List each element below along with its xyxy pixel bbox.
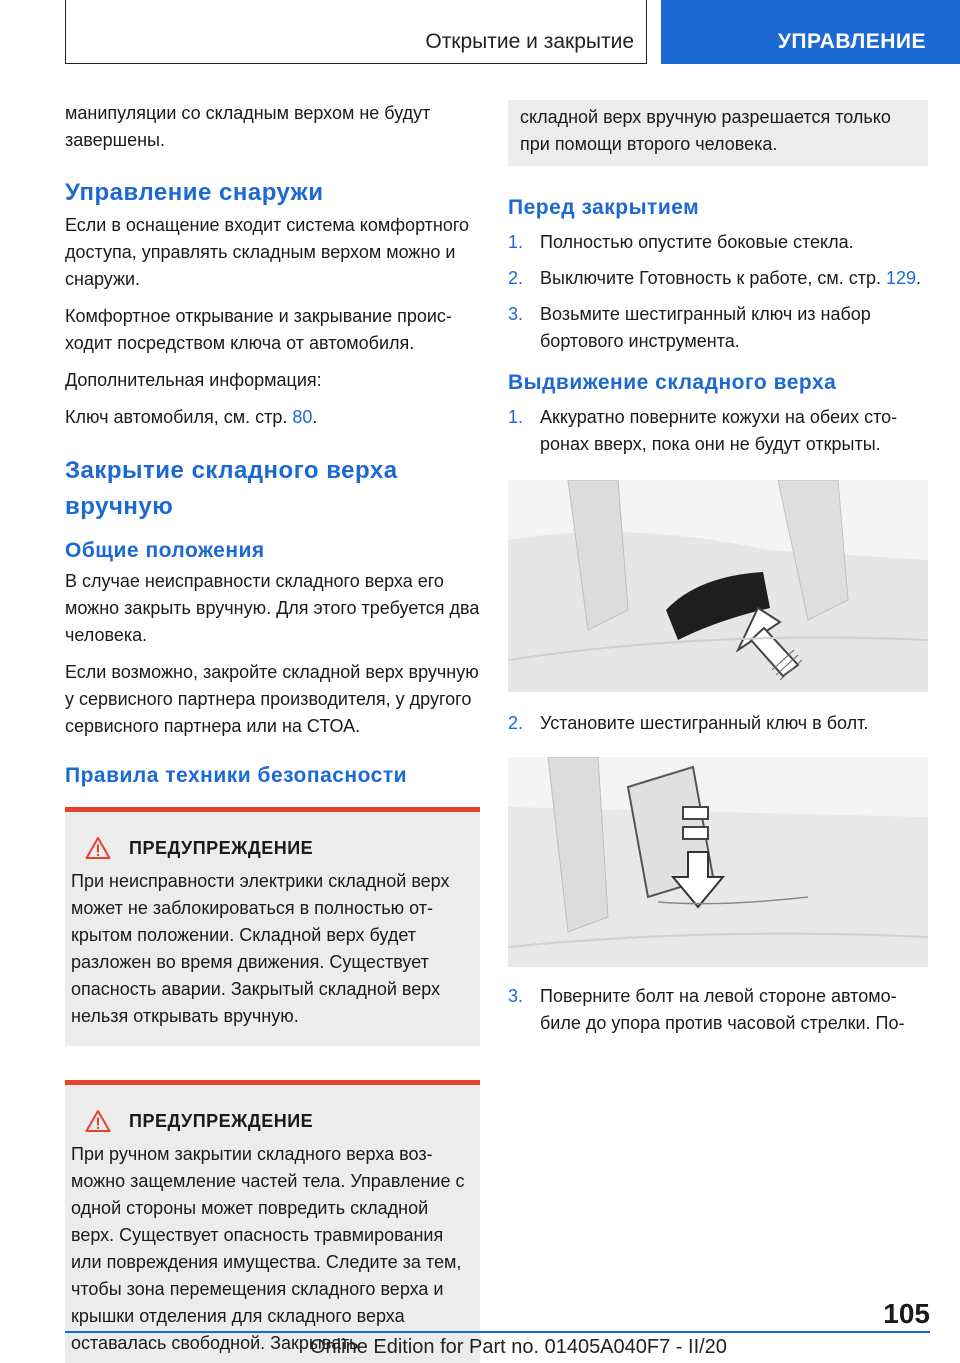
step-text-wrap [540, 265, 921, 292]
list-item [508, 265, 928, 292]
heading-extend-top: Выдвижение складного верха [508, 371, 837, 394]
step-number: 1. [508, 232, 524, 252]
step-number: 2. [508, 713, 524, 733]
list-item [508, 710, 928, 737]
step-text-end: . [916, 268, 922, 288]
heading-manual-closing: Закрытие складного верха вручную [65, 457, 398, 520]
warning-title: ПРЕДУПРЕЖДЕНИЕ [129, 837, 314, 858]
paragraph-comfort-access: Если в оснащение входит система комфортного доступа, управлять складным верхом можно и снаружи. [65, 215, 470, 289]
list-item [508, 229, 928, 256]
intro-paragraph: манипуляции со складным верхом не будут завершены. [65, 103, 431, 150]
step-text: Полностью опустите боковые стекла. [540, 232, 854, 252]
heading-before-closing: Перед закрытием [508, 196, 700, 219]
step-number: 3. [508, 986, 524, 1006]
warning-continuation-text: складной верх вручную разрешается только при помощи второго человека. [520, 107, 891, 154]
warning-box-electric [65, 807, 480, 1046]
key-ref-end: . [312, 407, 318, 427]
footer-edition: Online Edition for Part no. 01405A040F7 - II/20 [310, 1336, 727, 1358]
illustration-hex-key-bolt [508, 757, 928, 967]
before-steps-list [508, 229, 928, 355]
step-number: 1. [508, 407, 524, 427]
warning-text: При неисправности электрики складной верх может не заблокироваться в полностью открытом положении. Складной верх будет разложен во время движения. Существует опасность аварии. Закрытый складной верх нельзя открывать вручную. [71, 871, 450, 1026]
header-section-title: Открытие и закрытие [425, 30, 634, 53]
warning-title: ПРЕДУПРЕЖДЕНИЕ [129, 1110, 314, 1131]
extend-steps-list-cont [508, 710, 928, 737]
list-item [508, 404, 928, 458]
extend-steps-list-cont2 [508, 983, 928, 1037]
step-text: Аккуратно поверните кожухи на обеих сторонах вверх, пока они не будут открыты. [540, 407, 898, 454]
step-text: Поверните болт на левой стороне автомобиле до упора против часовой стрелки. По- [540, 986, 905, 1033]
page-number: 105 [883, 1298, 930, 1329]
extend-steps-list [508, 404, 928, 458]
header-section-box [65, 0, 647, 64]
header-chapter-label: УПРАВЛЕНИЕ [777, 30, 926, 53]
step-number: 3. [508, 304, 524, 324]
page-link-80[interactable]: 80 [292, 407, 313, 427]
heading-safety-rules: Правила техники безопасности [65, 764, 408, 787]
warning-triangle-icon [79, 834, 117, 862]
warning-continuation-box [508, 100, 928, 166]
warning-box-pinching [65, 1080, 480, 1363]
paragraph-comfort-opening: Комфортное открывание и закрывание происходит посредством ключа от автомобиля. [65, 306, 452, 353]
right-column [508, 100, 928, 1046]
page-link-129[interactable]: 129 [885, 268, 917, 288]
key-ref-text: Ключ автомобиля, см. стр. [65, 407, 293, 427]
list-item [508, 983, 928, 1037]
illustration-bolt-svg [508, 757, 928, 967]
heading-outside-control: Управление снаружи [65, 179, 324, 206]
paragraph-more-info: Дополнительная информация: [65, 370, 322, 390]
left-column [65, 100, 480, 1363]
warning-header [71, 834, 472, 862]
step-text: Установите шестигранный ключ в болт. [540, 713, 869, 733]
footer-divider [65, 1331, 930, 1333]
list-item [508, 301, 928, 355]
warning-text: При ручном закрытии складного верха возможно защемление частей тела. Управление с одной стороны может повредить складной верх. Существует опасность травмирования или повреждения имущества. Следите за тем, чтобы зона перемещения складного верха и крышки отделения для складного верха оставалась свободной. Закрывать [71, 1144, 465, 1353]
heading-general: Общие положения [65, 539, 265, 562]
paragraph-key-ref [65, 404, 480, 431]
paragraph-service-partner: Если возможно, закройте складной верх вручную у сервисного партнера производителя, у другого сервисного партнера или на СТОА. [65, 662, 479, 736]
illustration-covers-svg [508, 480, 928, 692]
illustration-covers-open [508, 480, 928, 692]
step-number: 2. [508, 268, 524, 288]
warning-triangle-icon [79, 1107, 117, 1135]
paragraph-fault-closing: В случае неисправности складного верха его можно закрыть вручную. Для этого требуется два человека. [65, 571, 480, 645]
header-chapter-tab [661, 0, 960, 64]
warning-header [71, 1107, 472, 1135]
step-text: Возьмите шестигранный ключ из набор бортового инструмента. [540, 304, 871, 351]
step-text: Выключите Готовность к работе, см. стр. [540, 268, 886, 288]
